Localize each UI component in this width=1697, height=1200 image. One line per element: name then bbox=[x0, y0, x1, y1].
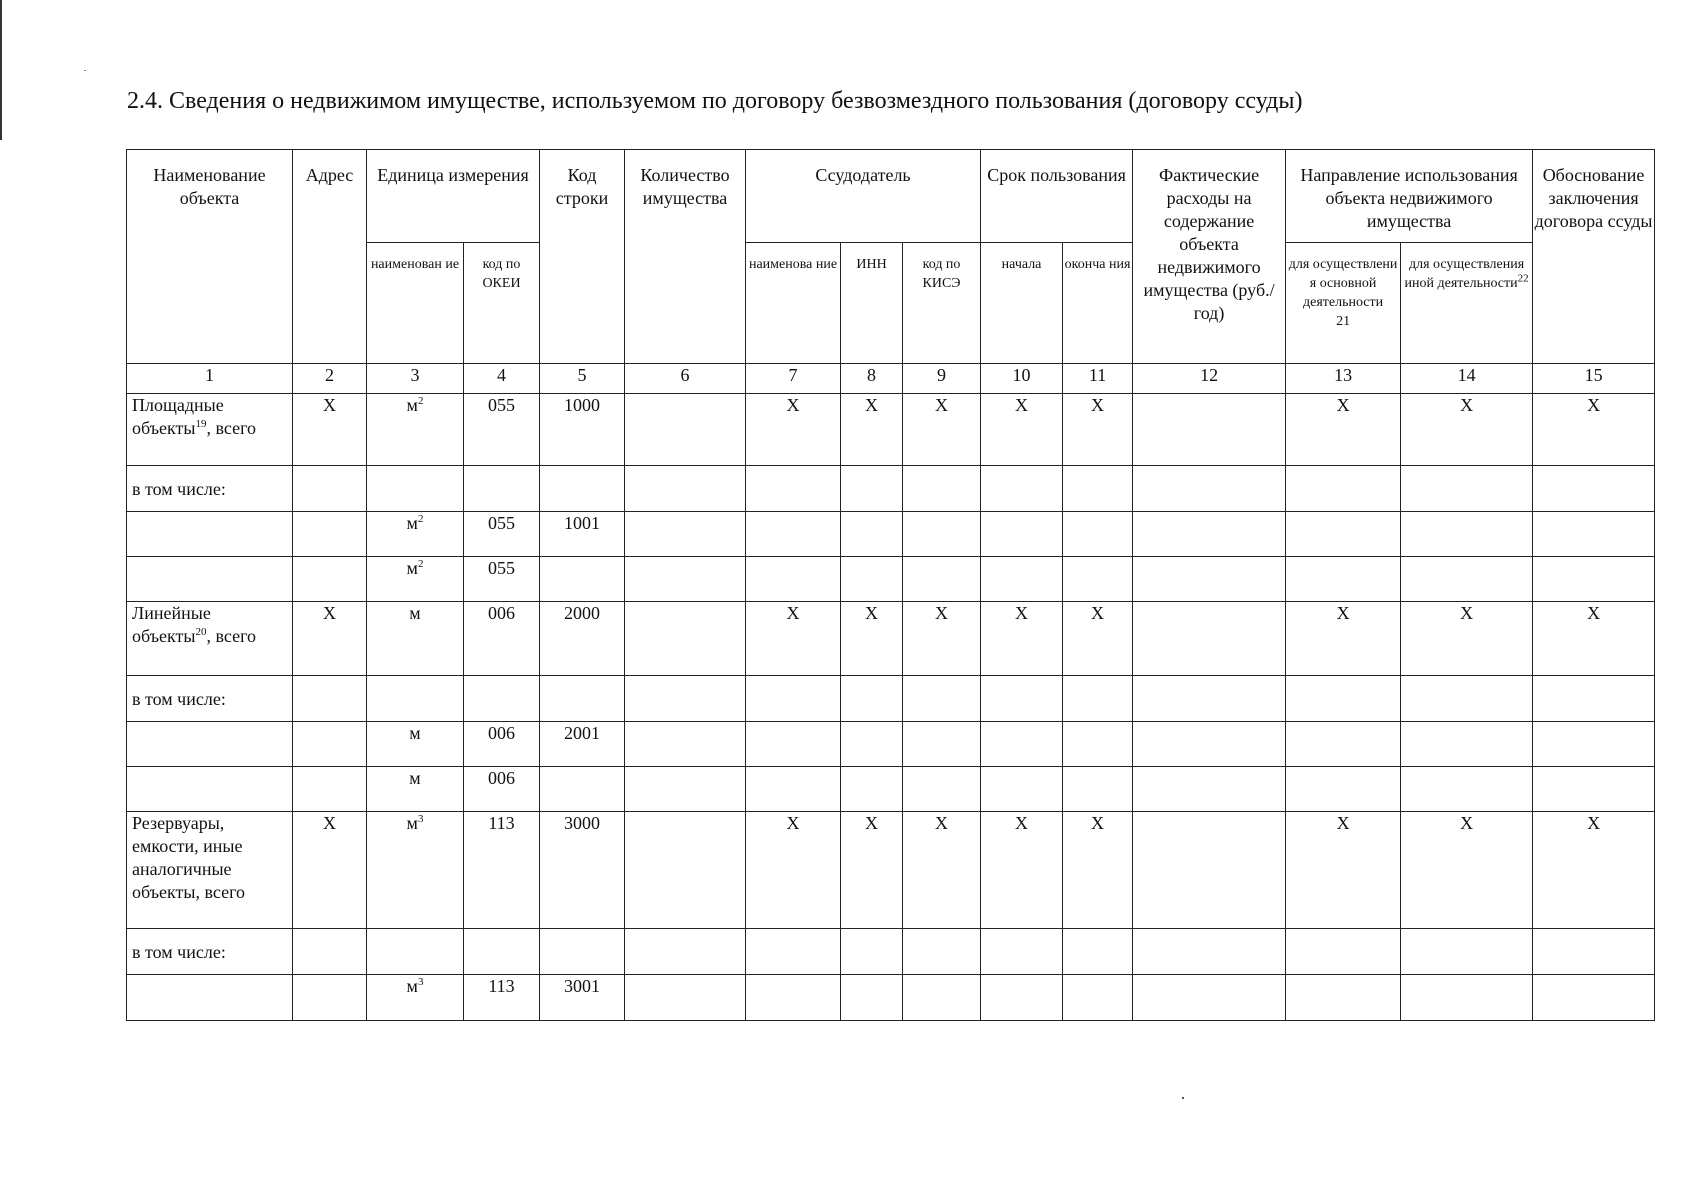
cell-empty bbox=[1133, 676, 1286, 722]
header-lender-inn: ИНН bbox=[841, 243, 903, 364]
cell-mark: Х bbox=[293, 812, 367, 929]
cell-empty bbox=[1533, 722, 1655, 767]
cell-empty bbox=[981, 557, 1063, 602]
header-expenses: Фактические расходы на содержание объекта недвижимого имущества (руб./год) bbox=[1133, 150, 1286, 364]
table-row-linear-2 bbox=[127, 767, 1655, 812]
scan-edge-mark bbox=[0, 0, 2, 140]
cell-mark: Х bbox=[841, 394, 903, 466]
cell-empty bbox=[1286, 676, 1401, 722]
cell-empty bbox=[1133, 975, 1286, 1021]
cell-empty bbox=[841, 557, 903, 602]
row-name bbox=[127, 394, 293, 466]
cell-empty bbox=[841, 767, 903, 812]
cell-empty bbox=[1533, 466, 1655, 512]
cell-quantity bbox=[625, 394, 746, 466]
cell-empty bbox=[1401, 512, 1533, 557]
cell-empty bbox=[903, 466, 981, 512]
header-address: Адрес bbox=[293, 150, 367, 364]
cell-empty bbox=[1401, 767, 1533, 812]
cell-okei: 055 bbox=[464, 557, 540, 602]
table-row-tank-total bbox=[127, 812, 1655, 929]
cell-okei: 113 bbox=[464, 975, 540, 1021]
cell-empty bbox=[625, 676, 746, 722]
cell-empty bbox=[1533, 975, 1655, 1021]
header-direction: Направление использования объекта недвижимого имущества bbox=[1286, 150, 1533, 243]
header-lender-kise: код по КИСЭ bbox=[903, 243, 981, 364]
unit-power: 2 bbox=[417, 558, 424, 570]
cell-empty bbox=[1533, 767, 1655, 812]
cell-empty bbox=[903, 512, 981, 557]
cell-empty bbox=[1063, 767, 1133, 812]
cell-mark: Х bbox=[1063, 602, 1133, 676]
scan-speck bbox=[84, 70, 86, 71]
cell-mark: Х bbox=[1401, 394, 1533, 466]
cell-empty bbox=[1133, 767, 1286, 812]
cell-mark: Х bbox=[1286, 602, 1401, 676]
cell-empty bbox=[1133, 466, 1286, 512]
cell-empty bbox=[903, 975, 981, 1021]
cell-unit bbox=[367, 975, 464, 1021]
col-num: 3 bbox=[367, 364, 464, 394]
cell-empty bbox=[746, 512, 841, 557]
cell-mark: Х bbox=[1401, 602, 1533, 676]
cell-empty bbox=[981, 975, 1063, 1021]
cell-unit: м bbox=[367, 767, 464, 812]
cell-empty bbox=[746, 722, 841, 767]
cell-mark: Х bbox=[1533, 602, 1655, 676]
col-num: 2 bbox=[293, 364, 367, 394]
table-row-linear-incl bbox=[127, 676, 1655, 722]
cell-mark: Х bbox=[903, 602, 981, 676]
cell-empty bbox=[1286, 767, 1401, 812]
cell-empty bbox=[1533, 557, 1655, 602]
cell-empty bbox=[464, 676, 540, 722]
cell-empty bbox=[367, 929, 464, 975]
column-number-row bbox=[127, 364, 1655, 394]
header-unit-okei: код по ОКЕИ bbox=[464, 243, 540, 364]
cell-empty bbox=[127, 512, 293, 557]
unit-power: 2 bbox=[417, 513, 424, 525]
col-num: 14 bbox=[1401, 364, 1533, 394]
cell-empty bbox=[746, 676, 841, 722]
unit-text: м bbox=[406, 813, 418, 833]
cell-code: 1001 bbox=[540, 512, 625, 557]
cell-empty bbox=[625, 975, 746, 1021]
cell-empty bbox=[903, 676, 981, 722]
col-num: 10 bbox=[981, 364, 1063, 394]
cell-code: 3000 bbox=[540, 812, 625, 929]
cell-empty bbox=[1286, 466, 1401, 512]
cell-mark: Х bbox=[293, 394, 367, 466]
scan-speck bbox=[1182, 1097, 1184, 1099]
cell-empty bbox=[367, 466, 464, 512]
col-num: 8 bbox=[841, 364, 903, 394]
cell-unit bbox=[367, 557, 464, 602]
cell-empty bbox=[293, 929, 367, 975]
header-unit: Единица измерения bbox=[367, 150, 540, 243]
cell-okei: 006 bbox=[464, 767, 540, 812]
cell-expenses bbox=[1133, 602, 1286, 676]
cell-empty bbox=[1133, 512, 1286, 557]
header-term-end: оконча ния bbox=[1063, 243, 1133, 364]
cell-mark: Х bbox=[981, 394, 1063, 466]
page-title: 2.4. Сведения о недвижимом имуществе, используемом по договору безвозмездного пользования (договору ссуды) bbox=[127, 88, 1303, 114]
cell-empty bbox=[841, 512, 903, 557]
cell-empty bbox=[625, 929, 746, 975]
cell-empty bbox=[1401, 722, 1533, 767]
cell-empty bbox=[746, 929, 841, 975]
header-quantity: Количество имущества bbox=[625, 150, 746, 364]
cell-empty bbox=[841, 722, 903, 767]
cell-empty bbox=[981, 929, 1063, 975]
cell-mark: Х bbox=[1401, 812, 1533, 929]
cell-mark: Х bbox=[841, 602, 903, 676]
header-direction-main-text: для осуществлени я основной деятельности bbox=[1288, 257, 1398, 310]
col-num: 11 bbox=[1063, 364, 1133, 394]
cell-empty bbox=[1286, 975, 1401, 1021]
cell-empty bbox=[625, 557, 746, 602]
cell-mark: Х bbox=[903, 812, 981, 929]
table-row-tank-1 bbox=[127, 975, 1655, 1021]
cell-empty bbox=[127, 975, 293, 1021]
cell-mark: Х bbox=[1063, 812, 1133, 929]
unit-power: 3 bbox=[417, 976, 424, 988]
cell-empty bbox=[1286, 557, 1401, 602]
cell-mark: Х bbox=[841, 812, 903, 929]
cell-empty bbox=[540, 767, 625, 812]
cell-empty bbox=[293, 767, 367, 812]
row-name-text: Площадные объекты bbox=[132, 395, 224, 438]
cell-empty bbox=[981, 466, 1063, 512]
cell-empty bbox=[540, 929, 625, 975]
cell-empty bbox=[1286, 512, 1401, 557]
footnote-19: 19 bbox=[195, 418, 207, 430]
cell-quantity bbox=[625, 812, 746, 929]
header-row-top bbox=[127, 150, 1655, 243]
cell-empty bbox=[293, 557, 367, 602]
cell-empty bbox=[981, 676, 1063, 722]
cell-mark: Х bbox=[746, 812, 841, 929]
cell-empty bbox=[1401, 975, 1533, 1021]
cell-empty bbox=[1063, 676, 1133, 722]
row-name bbox=[127, 602, 293, 676]
cell-empty bbox=[1533, 929, 1655, 975]
cell-empty bbox=[981, 722, 1063, 767]
header-unit-name: наименован ие bbox=[367, 243, 464, 364]
cell-mark: Х bbox=[1533, 812, 1655, 929]
header-direction-other bbox=[1401, 243, 1533, 364]
cell-empty bbox=[540, 676, 625, 722]
col-num: 4 bbox=[464, 364, 540, 394]
cell-empty bbox=[464, 929, 540, 975]
header-term-start: начала bbox=[981, 243, 1063, 364]
cell-unit: м bbox=[367, 602, 464, 676]
cell-okei: 055 bbox=[464, 512, 540, 557]
cell-empty bbox=[841, 676, 903, 722]
cell-empty bbox=[625, 512, 746, 557]
cell-empty bbox=[1286, 722, 1401, 767]
cell-empty bbox=[540, 557, 625, 602]
cell-okei: 006 bbox=[464, 602, 540, 676]
cell-code: 3001 bbox=[540, 975, 625, 1021]
table-row-area-2 bbox=[127, 557, 1655, 602]
cell-empty bbox=[1133, 722, 1286, 767]
cell-empty bbox=[1533, 512, 1655, 557]
cell-mark: Х bbox=[903, 394, 981, 466]
cell-unit bbox=[367, 812, 464, 929]
cell-unit bbox=[367, 394, 464, 466]
footnote-21: 21 bbox=[1336, 314, 1351, 329]
cell-empty bbox=[293, 975, 367, 1021]
table-row-tank-incl bbox=[127, 929, 1655, 975]
cell-empty bbox=[1063, 557, 1133, 602]
cell-quantity bbox=[625, 602, 746, 676]
cell-empty bbox=[1063, 512, 1133, 557]
cell-empty bbox=[127, 767, 293, 812]
cell-mark: Х bbox=[1533, 394, 1655, 466]
col-num: 5 bbox=[540, 364, 625, 394]
cell-unit: м bbox=[367, 722, 464, 767]
cell-expenses bbox=[1133, 394, 1286, 466]
cell-empty bbox=[746, 466, 841, 512]
row-name-text: Линейные объекты bbox=[132, 603, 211, 646]
cell-empty bbox=[1401, 676, 1533, 722]
cell-empty bbox=[625, 722, 746, 767]
col-num: 7 bbox=[746, 364, 841, 394]
property-table bbox=[126, 149, 1655, 1021]
col-num: 15 bbox=[1533, 364, 1655, 394]
unit-power: 3 bbox=[417, 813, 424, 825]
cell-mark: Х bbox=[746, 602, 841, 676]
cell-empty bbox=[1063, 975, 1133, 1021]
row-incl-label: в том числе: bbox=[127, 676, 293, 722]
cell-empty bbox=[127, 557, 293, 602]
cell-empty bbox=[841, 975, 903, 1021]
cell-mark: Х bbox=[981, 812, 1063, 929]
cell-empty bbox=[464, 466, 540, 512]
cell-empty bbox=[367, 676, 464, 722]
cell-okei: 055 bbox=[464, 394, 540, 466]
table-row-linear-1 bbox=[127, 722, 1655, 767]
unit-text: м bbox=[406, 513, 418, 533]
cell-empty bbox=[981, 767, 1063, 812]
cell-mark: Х bbox=[1286, 812, 1401, 929]
unit-text: м bbox=[406, 558, 418, 578]
header-basis: Обоснование заключения договора ссуды bbox=[1533, 150, 1655, 364]
header-direction-other-text: для осуществления иной деятельности bbox=[1404, 257, 1525, 291]
cell-code: 2000 bbox=[540, 602, 625, 676]
cell-mark: Х bbox=[1286, 394, 1401, 466]
cell-empty bbox=[540, 466, 625, 512]
unit-text: м bbox=[406, 976, 418, 996]
cell-empty bbox=[1063, 466, 1133, 512]
header-row-code: Код строки bbox=[540, 150, 625, 364]
cell-empty bbox=[841, 929, 903, 975]
cell-empty bbox=[293, 512, 367, 557]
cell-okei: 113 bbox=[464, 812, 540, 929]
table-row-area-total bbox=[127, 394, 1655, 466]
footnote-20: 20 bbox=[195, 626, 207, 638]
cell-empty bbox=[746, 557, 841, 602]
cell-empty bbox=[1401, 466, 1533, 512]
cell-empty bbox=[841, 466, 903, 512]
header-lender-name: наименова ние bbox=[746, 243, 841, 364]
header-lender: Ссудодатель bbox=[746, 150, 981, 243]
cell-empty bbox=[1063, 722, 1133, 767]
cell-mark: Х bbox=[293, 602, 367, 676]
cell-empty bbox=[625, 767, 746, 812]
cell-empty bbox=[903, 767, 981, 812]
cell-empty bbox=[903, 557, 981, 602]
col-num: 6 bbox=[625, 364, 746, 394]
cell-empty bbox=[1401, 929, 1533, 975]
cell-mark: Х bbox=[746, 394, 841, 466]
cell-okei: 006 bbox=[464, 722, 540, 767]
col-num: 9 bbox=[903, 364, 981, 394]
footnote-22: 22 bbox=[1517, 272, 1529, 285]
cell-empty bbox=[1533, 676, 1655, 722]
cell-unit bbox=[367, 512, 464, 557]
row-incl-label: в том числе: bbox=[127, 929, 293, 975]
row-name-suffix: , всего bbox=[206, 418, 257, 438]
cell-empty bbox=[1133, 557, 1286, 602]
header-term: Срок пользования bbox=[981, 150, 1133, 243]
header-direction-main bbox=[1286, 243, 1401, 364]
cell-code: 1000 bbox=[540, 394, 625, 466]
table-row-linear-total bbox=[127, 602, 1655, 676]
cell-empty bbox=[1401, 557, 1533, 602]
col-num: 13 bbox=[1286, 364, 1401, 394]
cell-empty bbox=[1063, 929, 1133, 975]
cell-empty bbox=[1133, 929, 1286, 975]
cell-empty bbox=[903, 929, 981, 975]
cell-empty bbox=[625, 466, 746, 512]
row-name: Резервуары, емкости, иные аналогичные объекты, всего bbox=[127, 812, 293, 929]
row-incl-label: в том числе: bbox=[127, 466, 293, 512]
cell-empty bbox=[293, 466, 367, 512]
col-num: 1 bbox=[127, 364, 293, 394]
row-name-suffix: , всего bbox=[206, 626, 257, 646]
cell-empty bbox=[746, 767, 841, 812]
cell-empty bbox=[746, 975, 841, 1021]
cell-empty bbox=[293, 722, 367, 767]
unit-power: 2 bbox=[417, 395, 424, 407]
table-row-area-incl bbox=[127, 466, 1655, 512]
cell-expenses bbox=[1133, 812, 1286, 929]
cell-empty bbox=[127, 722, 293, 767]
cell-mark: Х bbox=[981, 602, 1063, 676]
table-row-area-1 bbox=[127, 512, 1655, 557]
cell-mark: Х bbox=[1063, 394, 1133, 466]
cell-empty bbox=[981, 512, 1063, 557]
unit-text: м bbox=[406, 395, 418, 415]
cell-empty bbox=[1286, 929, 1401, 975]
header-name: Наименование объекта bbox=[127, 150, 293, 364]
cell-code: 2001 bbox=[540, 722, 625, 767]
cell-empty bbox=[293, 676, 367, 722]
cell-empty bbox=[903, 722, 981, 767]
col-num: 12 bbox=[1133, 364, 1286, 394]
